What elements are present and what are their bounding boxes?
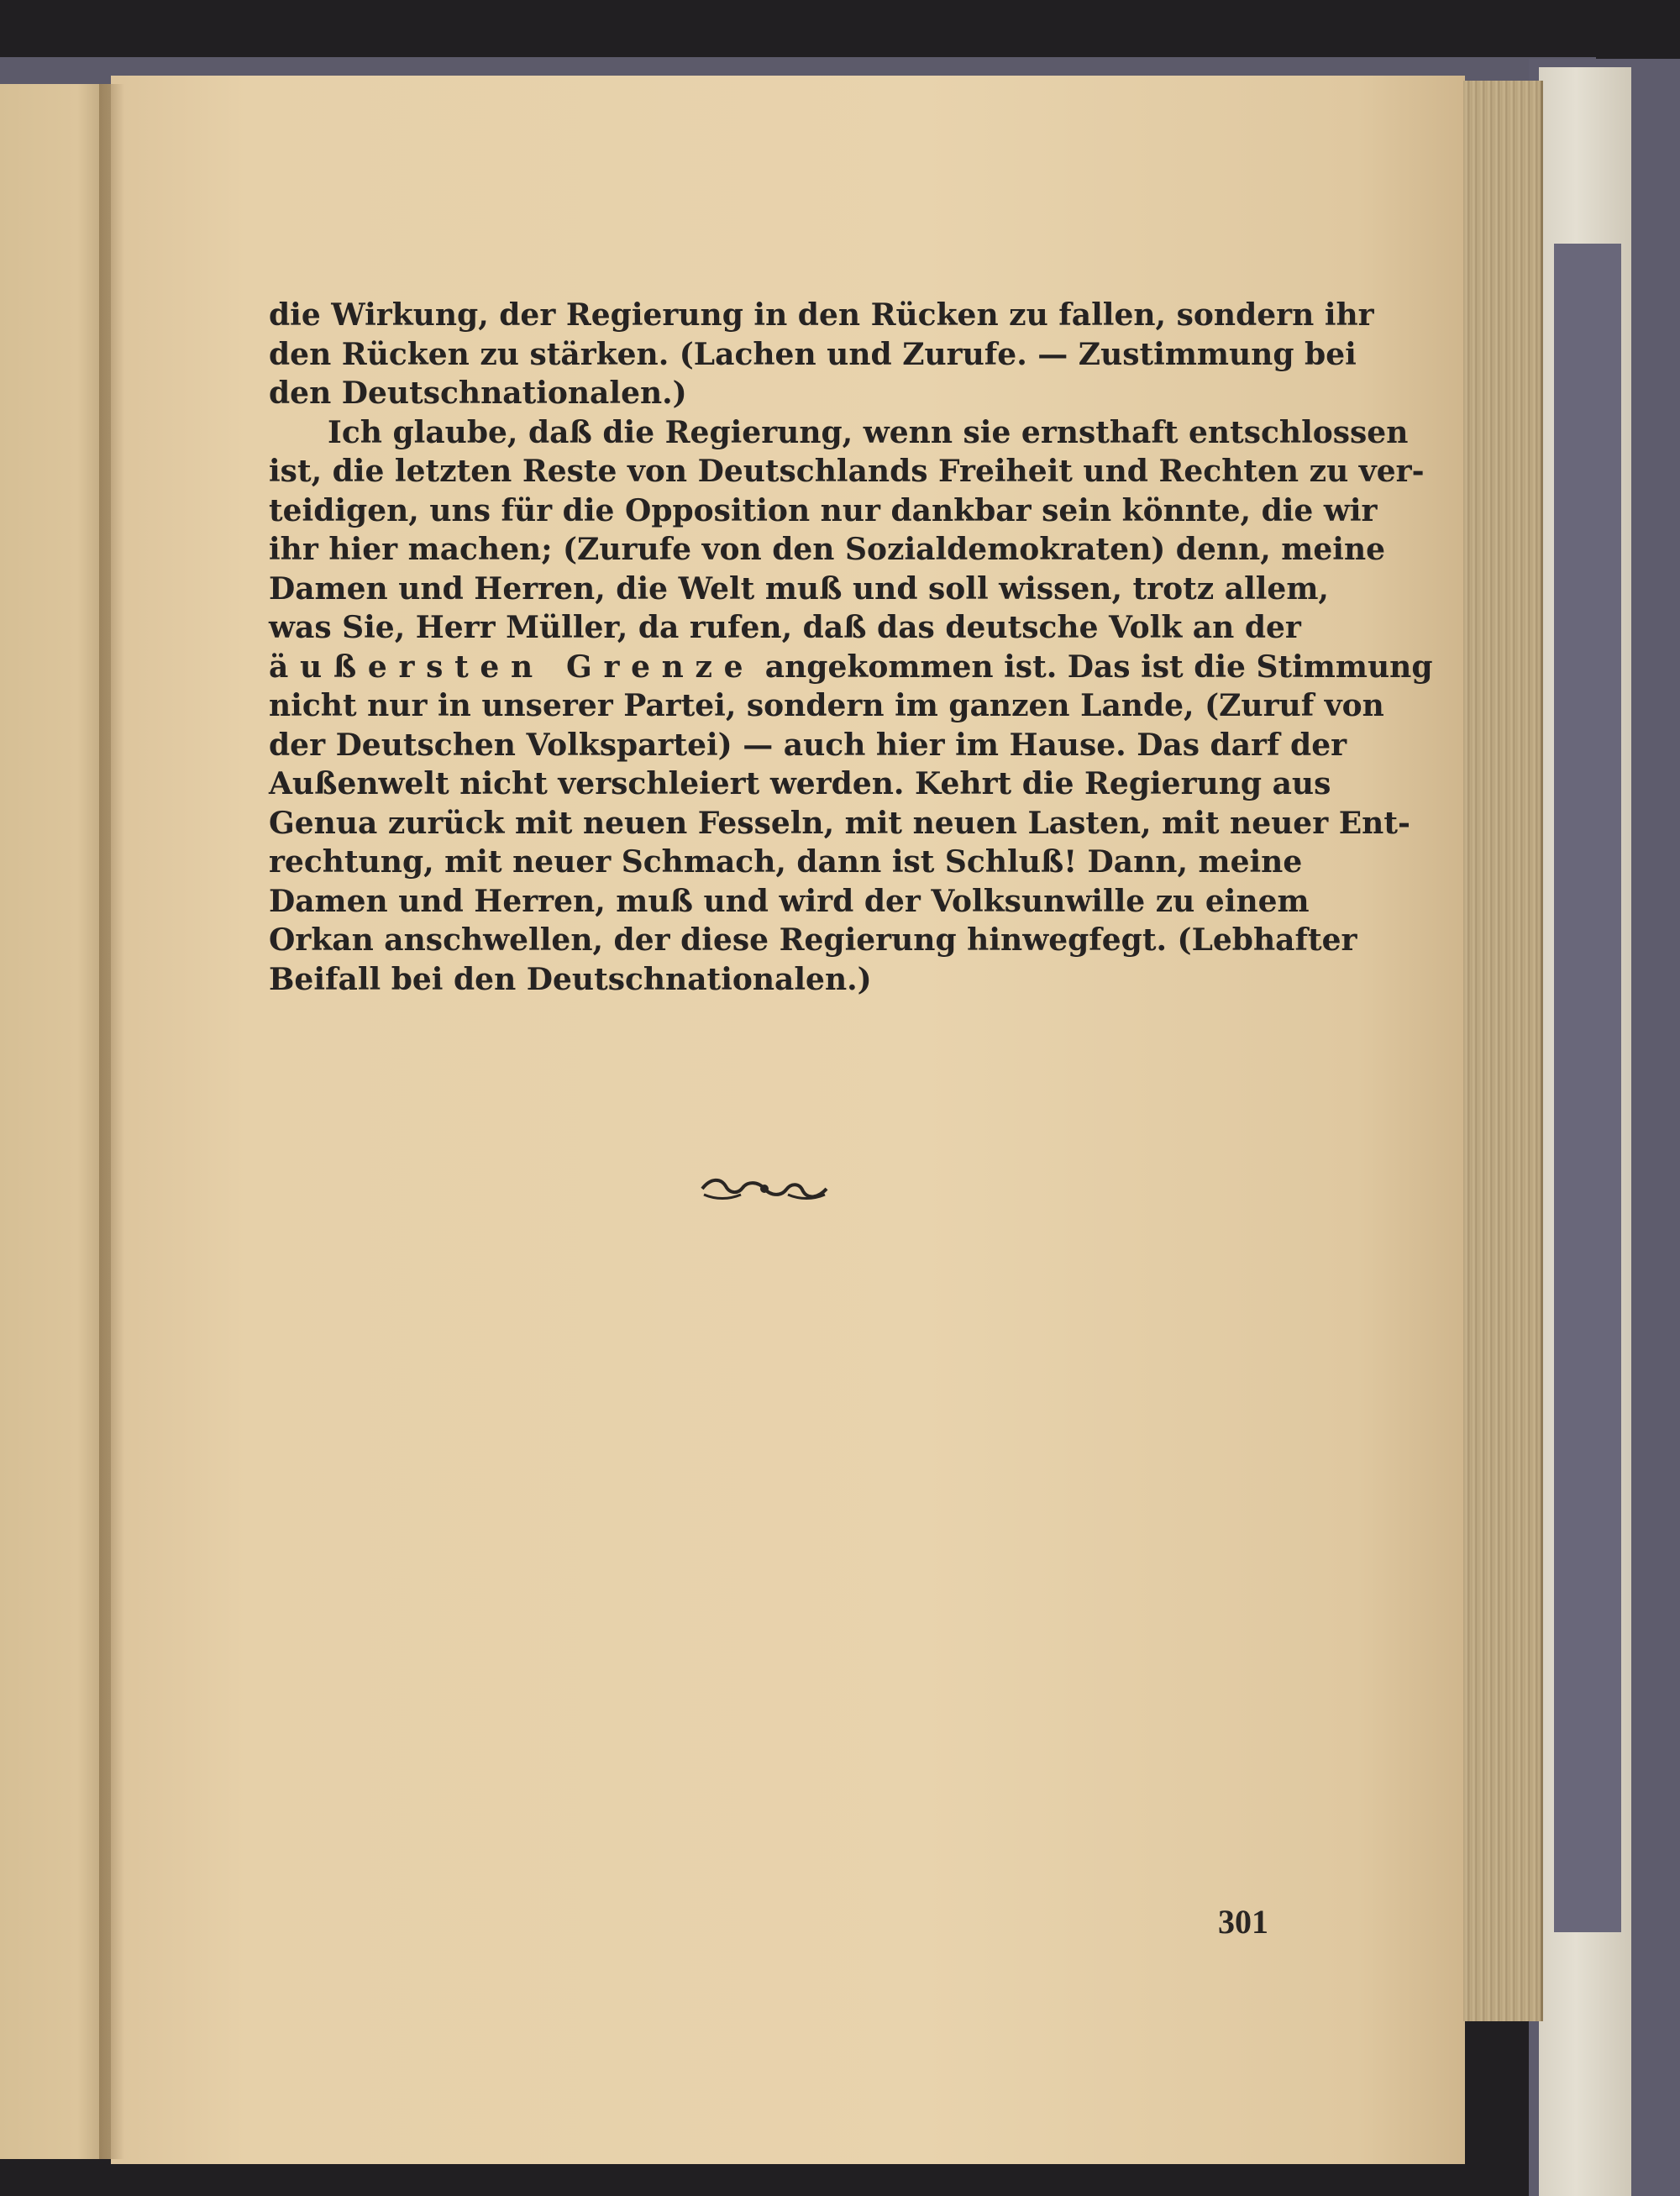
book-cover-board [1554,244,1621,1932]
text-line: Beifall bei den Deutschnationalen.) [269,961,872,997]
text-line: teidigen, uns für die Opposition nur dankbar sein könnte, die wir [269,492,1378,528]
text-line [269,921,1357,960]
text-line [269,764,1331,804]
bold-text-line: Damen und Herren, muß und wird der Volksunwille zu einem [269,883,1310,919]
bold-text-line: Genua zurück mit neuen Fesseln, mit neuen Lasten, mit neuer Ent- [269,805,1410,841]
page-block-edges [1463,81,1543,2021]
body-text [269,296,1433,999]
text-span: angekommen ist. Das ist die Stimmung [764,649,1433,685]
emphasized-spaced-text: äußersten Grenze [269,649,755,685]
text-span: Außenwelt nicht verschleiert werden. [269,766,905,801]
page-gutter [99,84,124,2159]
text-span: (Lebhafter [1177,922,1357,958]
text-line: ihr hier machen; (Zurufe von den Sozialdemokraten) denn, meine [269,532,1386,567]
left-page-edge [0,84,111,2159]
text-line: Damen und Herren, die Welt muß und soll wissen, trotz allem, [269,570,1329,607]
bold-text: Kehrt die Regierung aus [915,766,1331,801]
text-line: was Sie, Herr Müller, da rufen, daß das deutsche Volk an der [269,610,1301,645]
text-line: nicht nur in unserer Partei, sondern im ganzen Lande, (Zuruf von [269,688,1384,723]
text-line: Ich glaube, daß die Regierung, wenn sie ernsthaft entschlossen [328,414,1409,450]
ornament-icon [699,1174,830,1203]
text-line: den Deutschnationalen.) [269,376,687,411]
text-line: die Wirkung, der Regierung in den Rücken zu fallen, sondern ihr [269,297,1374,333]
bold-text: Orkan anschwellen, der diese Regierung hinwegfegt. [269,922,1167,958]
text-line: der Deutschen Volkspartei) — auch hier im Hause. Das darf der [269,727,1347,763]
text-line: den Rücken zu stärken. (Lachen und Zurufe. — Zustimmung bei [269,336,1357,372]
text-line: ist, die letzten Reste von Deutschlands Freiheit und Rechten zu ver- [269,454,1425,489]
bold-text-line: rechtung, mit neuer Schmach, dann ist Schluß! Dann, meine [269,844,1303,880]
text-line [269,648,1433,687]
page-number: 301 [1218,1903,1268,1941]
